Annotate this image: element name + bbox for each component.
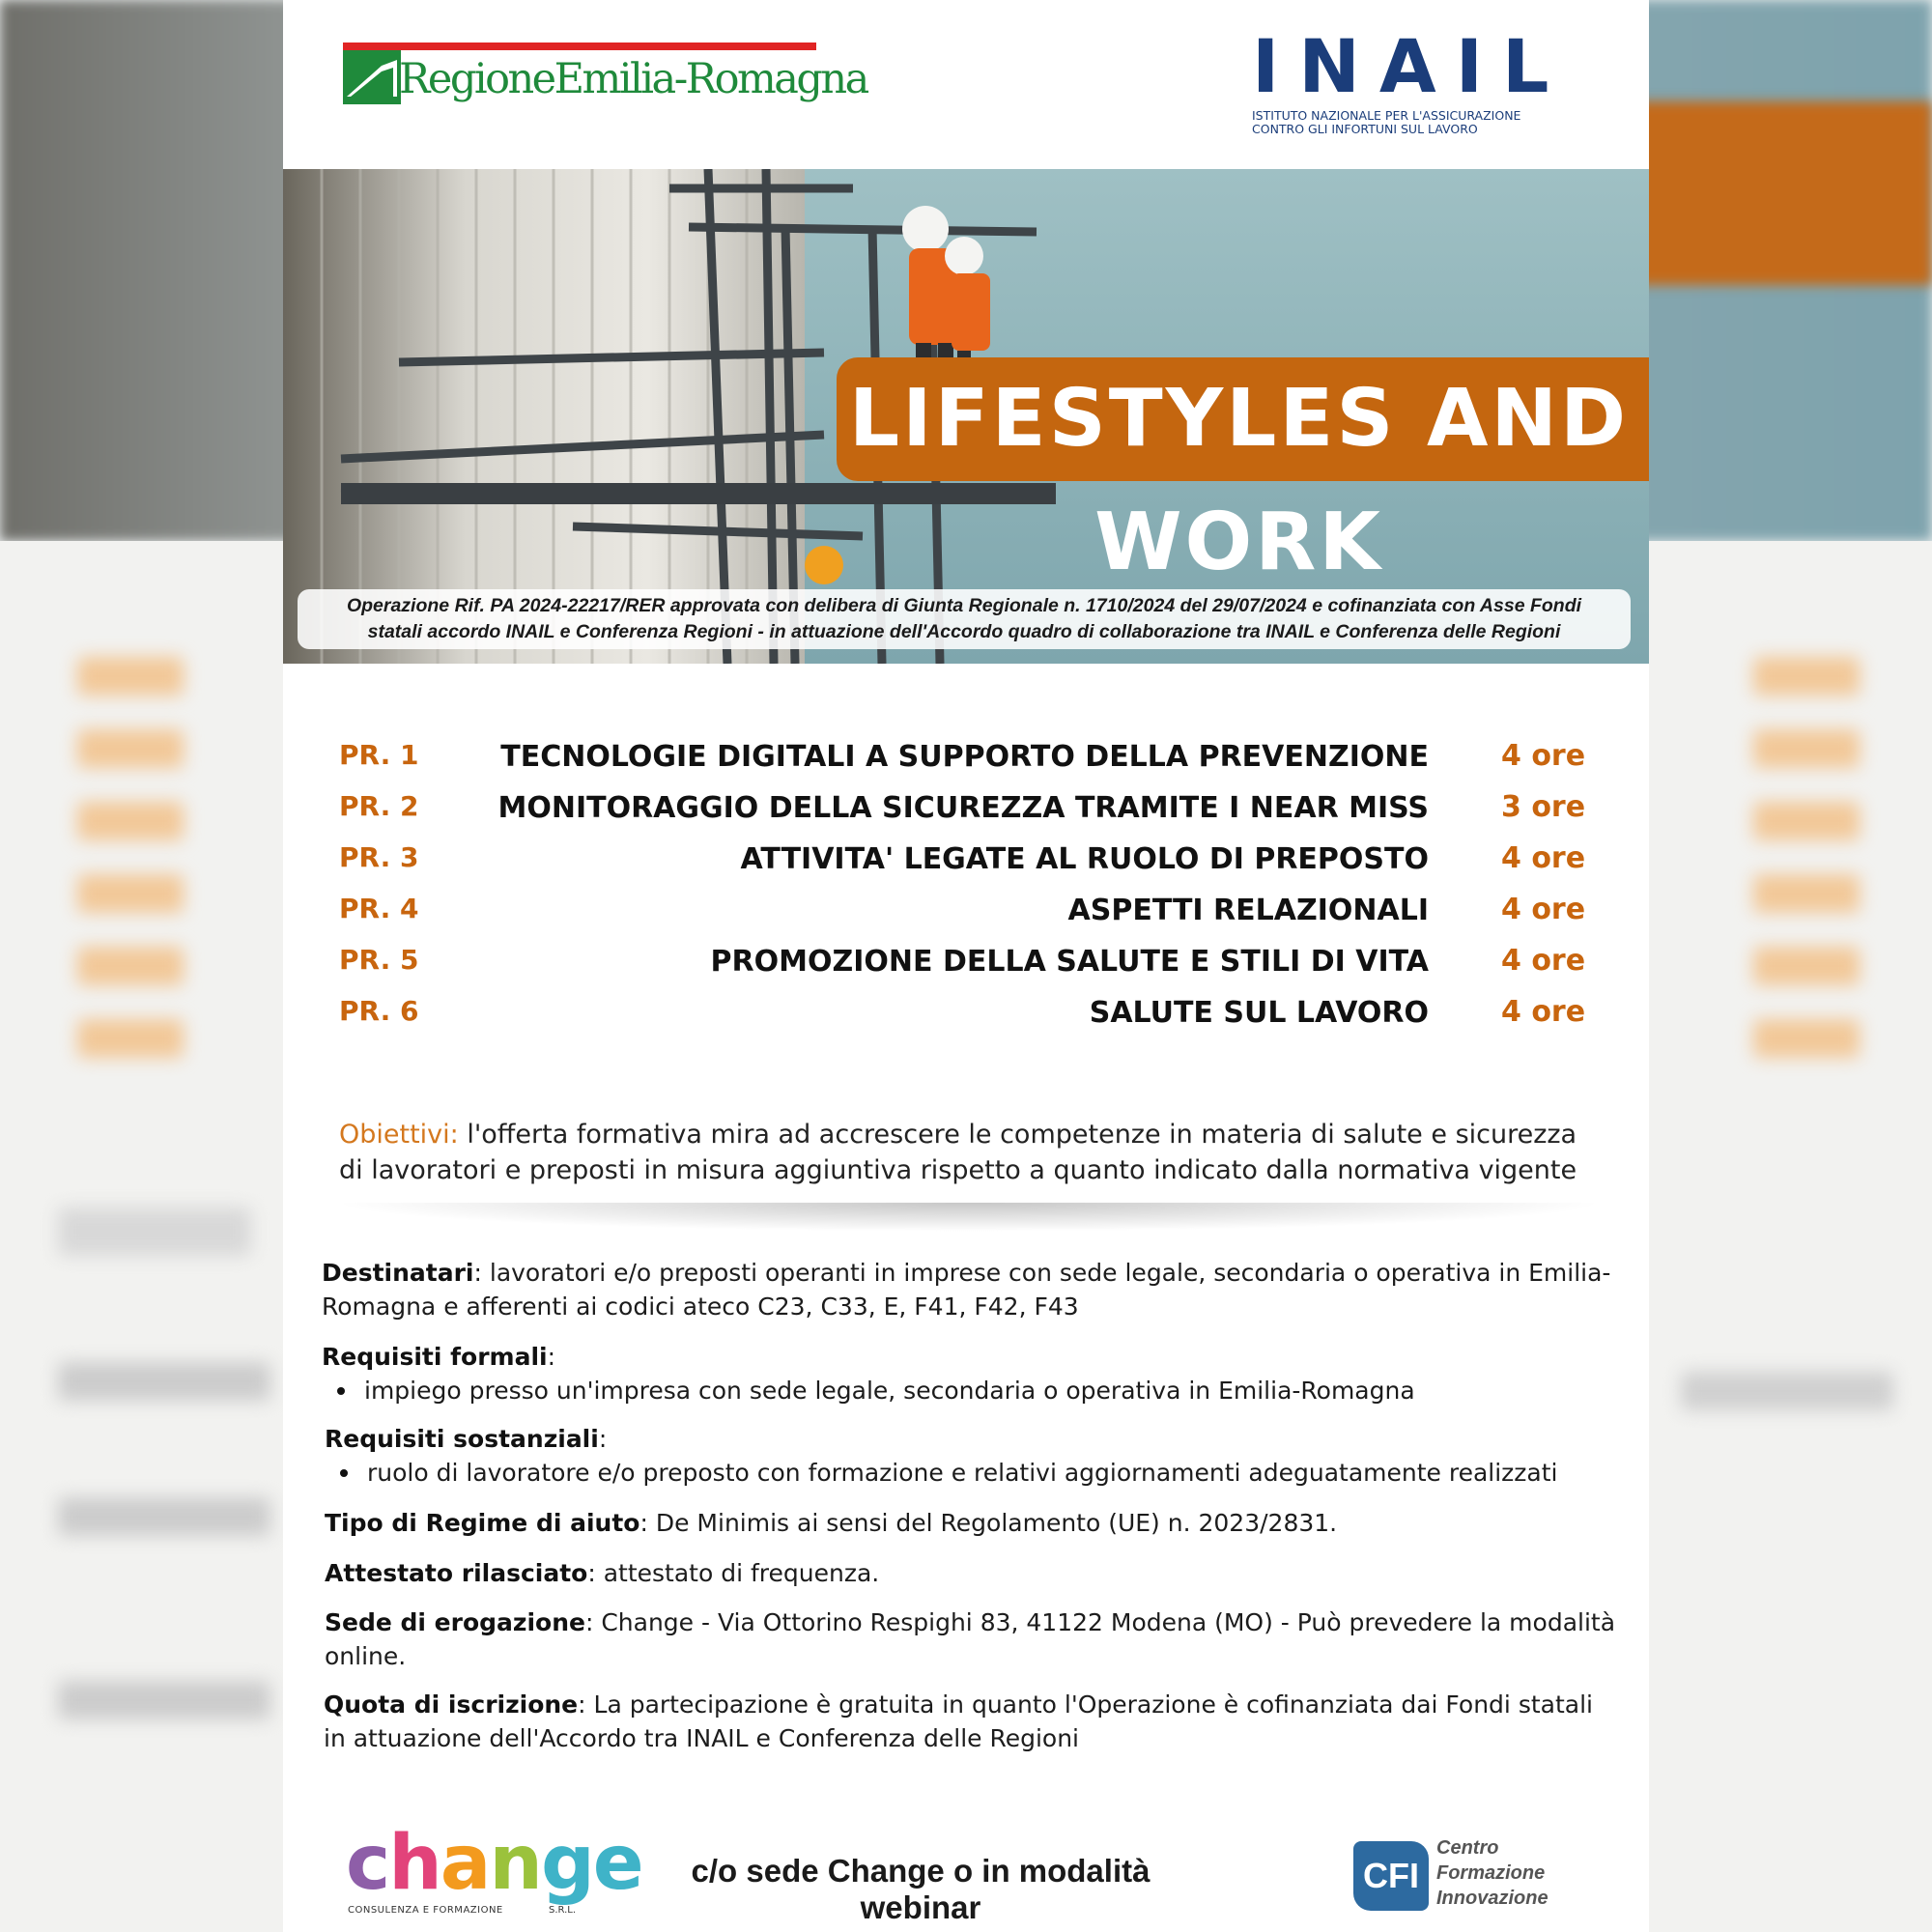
- destinatari-text: : lavoratori e/o preposti operanti in imprese con sede legale, secondaria o operativa in Emilia-Romagna e afferenti ai codici ateco C23, C33, E, F41, F42, F43: [322, 1259, 1611, 1321]
- module-title: SALUTE SUL LAVORO: [1089, 996, 1429, 1030]
- inail-subtitle-1: ISTITUTO NAZIONALE PER L'ASSICURAZIONE: [1252, 108, 1521, 123]
- module-code: PR. 4: [339, 893, 419, 924]
- sede-text: : Change - Via Ottorino Respighi 83, 41122 Modena (MO) - Può prevedere la modalità online.: [325, 1608, 1616, 1670]
- footer: [283, 1816, 1649, 1932]
- module-hours: 4 ore: [1501, 893, 1586, 926]
- change-letter: e: [592, 1820, 642, 1907]
- objectives-section: [339, 1117, 1595, 1188]
- cfi-line-1: Centro: [1436, 1837, 1499, 1859]
- module-row: [339, 837, 1595, 888]
- operation-reference-note: [298, 589, 1631, 649]
- bg-blob: [77, 802, 184, 840]
- module-title: ATTIVITA' LEGATE AL RUOLO DI PREPOSTO: [740, 842, 1429, 876]
- bg-blob: [1753, 802, 1860, 840]
- inail-subtitle-2: CONTRO GLI INFORTUNI SUL LAVORO: [1252, 122, 1478, 136]
- bg-blob: [1753, 874, 1860, 913]
- module-row: [339, 939, 1595, 990]
- quota-text: : La partecipazione è gratuita in quanto l'Operazione è cofinanziata dai Fondi statali in attuazione dell'Accordo tra INAIL e Conferenza delle Regioni: [324, 1690, 1593, 1752]
- change-letter: n: [489, 1820, 541, 1907]
- inail-logo: [1252, 23, 1569, 141]
- module-code: PR. 6: [339, 995, 419, 1027]
- module-row: [339, 990, 1595, 1041]
- bg-blob: [58, 1362, 270, 1401]
- regime-label: Tipo di Regime di aiuto: [325, 1509, 640, 1537]
- modules-list: [339, 734, 1595, 1041]
- module-row: [339, 785, 1595, 837]
- module-hours: 4 ore: [1501, 739, 1586, 773]
- section-divider-shadow: [331, 1203, 1606, 1232]
- attestato-text: : attestato di frequenza.: [587, 1559, 880, 1587]
- requisiti-sostanziali-item: ruolo di lavoratore e/o preposto con formazione e relativi aggiornamenti adeguatamente realizzati: [325, 1456, 1619, 1490]
- module-title: PROMOZIONE DELLA SALUTE E STILI DI VITA: [710, 945, 1429, 979]
- quota-block: [324, 1688, 1618, 1755]
- bg-blob: [58, 1208, 251, 1256]
- module-hours: 4 ore: [1501, 841, 1586, 875]
- bg-blob: [1753, 657, 1860, 696]
- bg-blob: [58, 1497, 270, 1536]
- module-hours: 4 ore: [1501, 995, 1586, 1029]
- quota-label: Quota di iscrizione: [324, 1690, 579, 1719]
- bg-blob: [77, 947, 184, 985]
- cfi-line-3: Innovazione: [1436, 1888, 1548, 1909]
- sede-label: Sede di erogazione: [325, 1608, 585, 1636]
- operation-note-line-1: Operazione Rif. PA 2024-22217/RER approvata con delibera di Giunta Regionale n. 1710/2024 del 29/07/2024 e cofinanziata con Asse Fondi: [346, 595, 1582, 616]
- regime-text: : De Minimis ai sensi del Regolamento (UE) n. 2023/2831.: [639, 1509, 1338, 1537]
- module-code: PR. 2: [339, 790, 419, 822]
- requisiti-formali-item: impiego presso un'impresa con sede legale, secondaria o operativa in Emilia-Romagna: [322, 1374, 1616, 1407]
- bg-blob: [1753, 729, 1860, 768]
- bg-blob: [77, 874, 184, 913]
- change-logo-word: [346, 1820, 642, 1907]
- module-code: PR. 3: [339, 841, 419, 873]
- requisiti-formali-label: Requisiti formali: [322, 1343, 548, 1371]
- module-title: TECNOLOGIE DIGITALI A SUPPORTO DELLA PREVENZIONE: [500, 740, 1429, 774]
- location-text: c/o sede Change o in modalità webinar: [691, 1853, 1151, 1925]
- cfi-line-2: Formazione: [1436, 1862, 1546, 1884]
- change-letter: a: [440, 1820, 490, 1907]
- attestato-label: Attestato rilasciato: [325, 1559, 588, 1587]
- change-letter: g: [540, 1820, 593, 1907]
- bg-blob: [1753, 947, 1860, 985]
- module-title: MONITORAGGIO DELLA SICUREZZA TRAMITE I NEAR MISS: [497, 791, 1429, 825]
- sede-block: [325, 1605, 1619, 1673]
- module-row: [339, 888, 1595, 939]
- hero-image: [283, 169, 1649, 664]
- requisiti-sostanziali-label: Requisiti sostanziali: [325, 1425, 599, 1453]
- requisiti-sostanziali-colon: :: [598, 1425, 608, 1453]
- cfi-badge: CFI: [1353, 1841, 1429, 1911]
- requisiti-formali-colon: :: [547, 1343, 556, 1371]
- change-logo-subtitle: CONSULENZA E FORMAZIONE: [348, 1905, 503, 1916]
- cfi-text: [1436, 1835, 1581, 1911]
- destinatari-block: [322, 1256, 1616, 1323]
- attestato-block: [325, 1556, 1619, 1590]
- destinatari-label: Destinatari: [322, 1259, 474, 1287]
- bg-blob: [77, 729, 184, 768]
- objectives-text: l'offerta formativa mira ad accrescere le competenze in materia di salute e sicurezza di lavoratori e preposti in misura aggiuntiva rispetto a quanto indicato dalla normativa vigente: [339, 1120, 1577, 1185]
- module-code: PR. 5: [339, 944, 419, 976]
- bg-blob: [58, 1681, 270, 1719]
- module-hours: 4 ore: [1501, 944, 1586, 978]
- hero-title-banner: LIFESTYLES AND WORK: [837, 357, 1649, 481]
- requisiti-sostanziali-block: [325, 1422, 1619, 1490]
- bg-blob: [1753, 1019, 1860, 1058]
- module-title: ASPETTI RELAZIONALI: [1067, 894, 1429, 927]
- objectives-label: Obiettivi:: [339, 1120, 459, 1150]
- module-code: PR. 1: [339, 739, 419, 771]
- flyer-card: [283, 0, 1649, 1932]
- change-logo-srl: S.R.L.: [549, 1905, 577, 1916]
- requisiti-formali-block: [322, 1340, 1616, 1407]
- change-logo: [346, 1820, 642, 1922]
- regime-block: [325, 1506, 1619, 1540]
- module-hours: 3 ore: [1501, 790, 1586, 824]
- regione-emilia-romagna-logo: [343, 41, 867, 110]
- bg-blob: [77, 1019, 184, 1058]
- bg-blob: [1681, 1372, 1893, 1410]
- bg-blob: [77, 657, 184, 696]
- cfi-logo: [1353, 1833, 1576, 1920]
- change-letter: h: [388, 1820, 440, 1907]
- change-letter: c: [346, 1820, 389, 1907]
- inail-logo-text: INAIL: [1252, 23, 1569, 109]
- module-row: [339, 734, 1595, 785]
- operation-note-line-2: statali accordo INAIL e Conferenza Regioni - in attuazione dell'Accordo quadro di collaborazione tra INAIL e Conferenza delle Regioni: [367, 621, 1561, 642]
- regione-logo-text: RegioneEmilia-Romagna: [399, 55, 867, 103]
